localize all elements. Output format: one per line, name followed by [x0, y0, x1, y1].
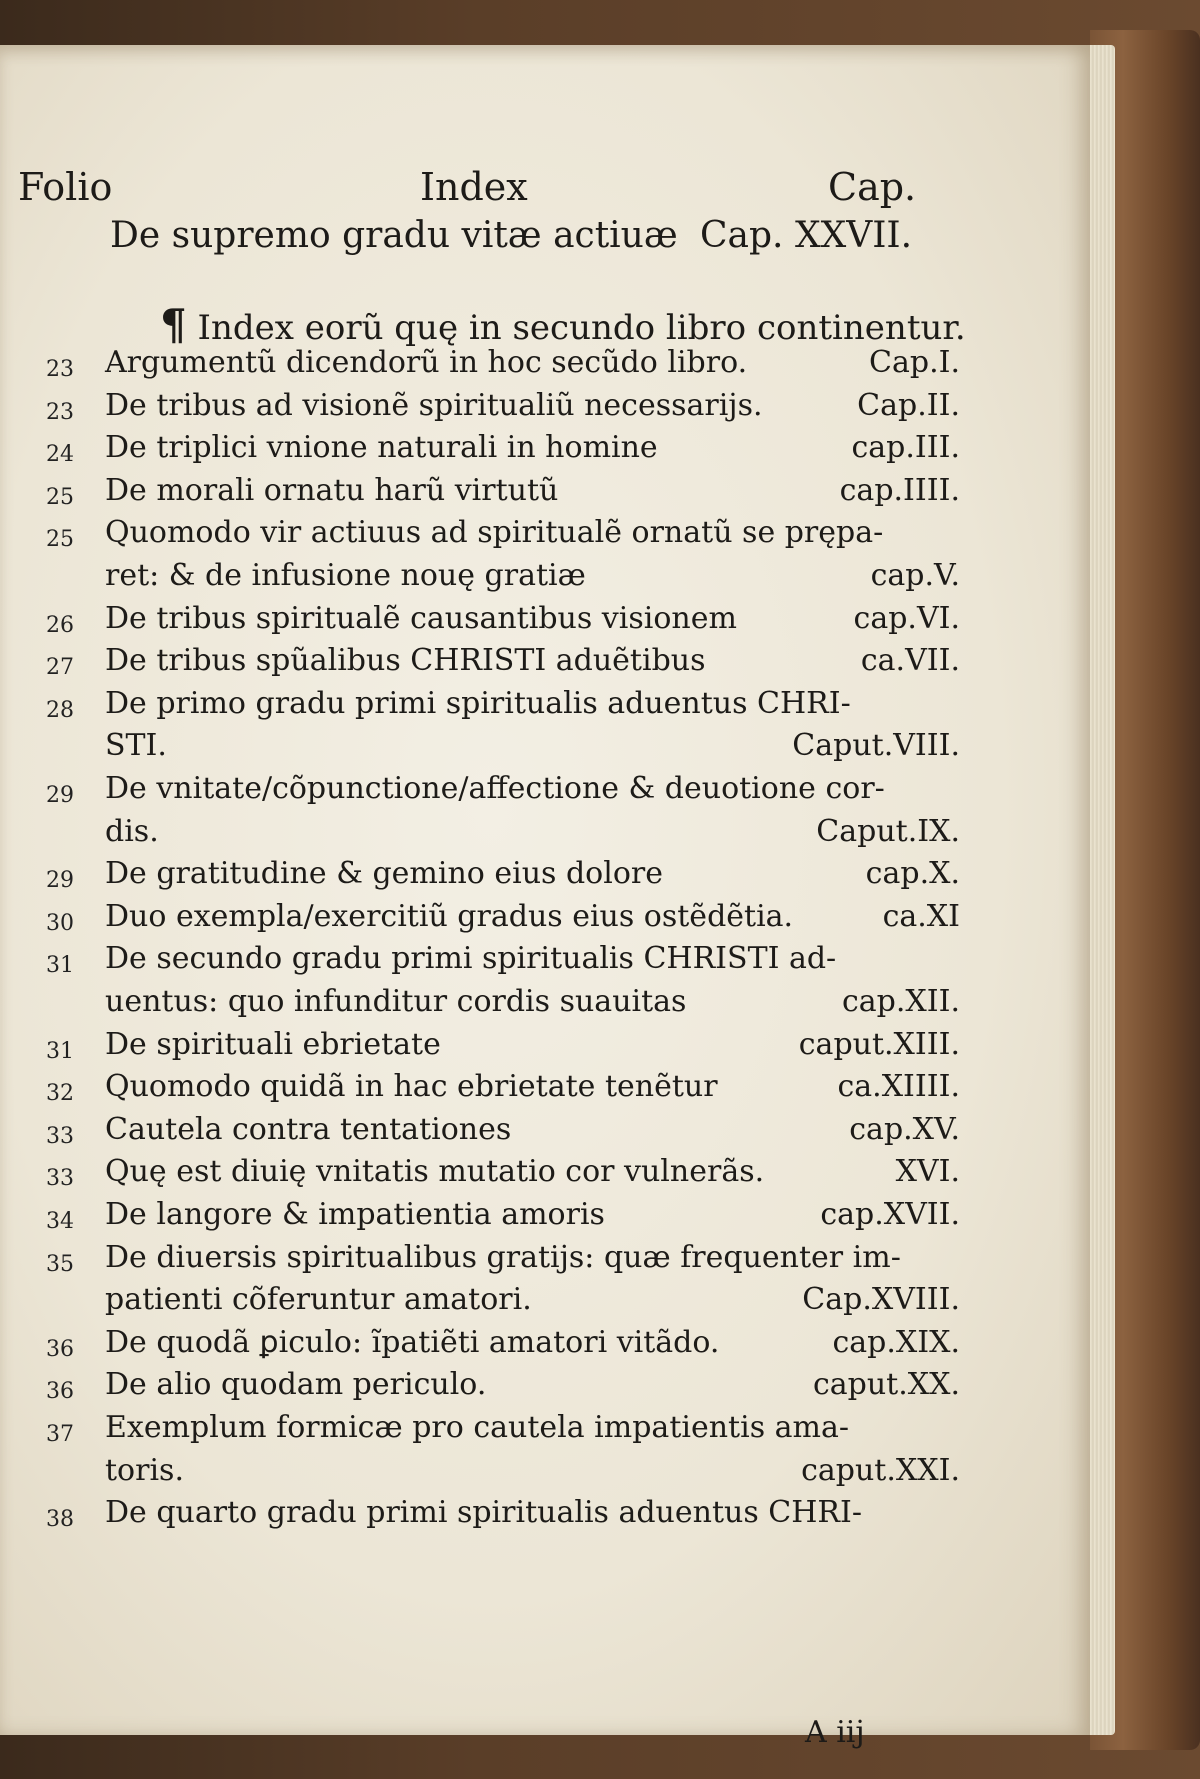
- folio-number: 33: [46, 1123, 74, 1149]
- page: [0, 45, 1090, 1750]
- entry-title: Cautela contra tentationes: [105, 1111, 512, 1147]
- folio-number: 33: [46, 1166, 74, 1192]
- index-entry: [0, 1410, 960, 1452]
- index-entry: [0, 515, 960, 557]
- entry-title: De tribus spũalibus CHRISTI aduẽtibus: [105, 643, 706, 679]
- index-entry: [0, 430, 960, 472]
- entry-chapter: ca.XIIII.: [837, 1069, 960, 1105]
- index-entry: [0, 1154, 960, 1196]
- entry-title: ret: & de infusione nouę gratiæ: [105, 558, 586, 593]
- folio-number: 24: [46, 442, 74, 468]
- header-cap: Cap.: [828, 165, 917, 209]
- folio-number: 25: [46, 484, 74, 510]
- entry-title: STI.: [105, 728, 167, 764]
- entry-title: De triplici vnione naturali in homine: [105, 430, 658, 466]
- entry-chapter: Cap.XVIII.: [802, 1282, 960, 1318]
- entry-title: De primo gradu primi spiritualis aduentus CHRI-: [105, 685, 851, 721]
- header-index: Index: [420, 165, 528, 209]
- signature-mark: A iij: [805, 1715, 865, 1750]
- folio-number: 29: [46, 868, 74, 894]
- index-entry: [0, 558, 960, 600]
- index-entry: [0, 1282, 960, 1324]
- folio-number: 34: [46, 1209, 74, 1234]
- entry-chapter: cap.XII.: [841, 984, 960, 1019]
- index-entry: [0, 601, 960, 643]
- entry-chapter: cap.III.: [851, 430, 960, 466]
- entry-title: De tribus spiritualẽ causantibus visionem: [105, 600, 737, 636]
- entry-chapter: Caput.IX.: [816, 813, 960, 849]
- entry-chapter: ca.VII.: [860, 643, 960, 679]
- index-entry: [0, 643, 960, 685]
- index-heading-text: Index eorũ quę in secundo libro continentur.: [197, 308, 966, 348]
- entry-title: De spirituali ebrietate: [105, 1026, 441, 1062]
- entry-title: Duo exempla/exercitiũ gradus eius ostẽdẽtia.: [105, 898, 794, 934]
- index-entry: [0, 899, 960, 941]
- folio-number: 31: [46, 953, 74, 979]
- index-entry: [0, 856, 960, 898]
- entry-chapter: caput.XIII.: [798, 1026, 960, 1062]
- entry-title: De diuersis spiritualibus gratijs: quæ frequenter im-: [105, 1239, 901, 1275]
- entry-chapter: ca.XI: [882, 898, 960, 934]
- folio-number: 27: [46, 655, 74, 681]
- index-entry: [0, 473, 960, 515]
- index-entry: [0, 1325, 960, 1367]
- entry-chapter: cap.XVII.: [820, 1197, 960, 1232]
- index-entry: [0, 345, 960, 387]
- entry-title: Quomodo quidã in hac ebrietate tenẽtur: [105, 1069, 718, 1105]
- entry-title: Quomodo vir actiuus ad spiritualẽ ornatũ se prępa-: [105, 515, 884, 551]
- folio-number: 28: [46, 697, 74, 723]
- folio-number: 31: [46, 1038, 74, 1064]
- entry-title: dis.: [105, 813, 159, 849]
- subheading-cap: Cap. XXVII.: [700, 215, 913, 256]
- folio-number: 35: [46, 1251, 74, 1277]
- entry-chapter: cap.VI.: [853, 600, 960, 636]
- subheading-title: De supremo gradu vitæ actiuæ: [110, 215, 678, 256]
- entry-title: De quodã ꝑiculo: ĩpatiẽti amatori vitãdo.: [105, 1324, 720, 1360]
- folio-number: 32: [46, 1081, 74, 1107]
- folio-number: 23: [46, 399, 74, 425]
- index-entry: [0, 686, 960, 728]
- index-entry: [0, 1027, 960, 1069]
- index-entry: [0, 1197, 960, 1239]
- entry-title: De secundo gradu primi spiritualis CHRISTI ad-: [105, 941, 837, 977]
- index-entry: [0, 728, 960, 770]
- folio-number: 30: [46, 910, 74, 936]
- index-entry: [0, 941, 960, 983]
- folio-number: 26: [46, 612, 74, 638]
- folio-number: 36: [46, 1379, 74, 1405]
- index-heading: [160, 300, 966, 349]
- pilcrow-mark: ¶: [160, 300, 187, 349]
- entry-title: De gratitudine & gemino eius dolore: [105, 856, 663, 892]
- entry-chapter: caput.XXI.: [801, 1452, 960, 1488]
- entry-title: De morali ornatu harũ virtutũ: [105, 472, 559, 508]
- entry-title: toris.: [105, 1452, 184, 1488]
- entry-chapter: cap.IIII.: [839, 472, 960, 508]
- folio-number: 37: [46, 1422, 74, 1447]
- index-entry: [0, 1112, 960, 1154]
- header-folio: Folio: [18, 165, 113, 209]
- entry-title: De alio quodam periculo.: [105, 1367, 487, 1403]
- entry-chapter: caput.XX.: [812, 1367, 960, 1403]
- folio-number: 29: [46, 783, 74, 808]
- entry-chapter: cap.V.: [870, 558, 960, 593]
- folio-number: 23: [46, 357, 74, 382]
- entry-chapter: cap.XIX.: [832, 1324, 960, 1360]
- index-entry: [0, 1495, 960, 1537]
- entry-title: Exemplum formicæ pro cautela impatientis ama-: [105, 1410, 849, 1445]
- index-entry: [0, 984, 960, 1026]
- index-entry: [0, 1453, 960, 1495]
- entry-title: Quę est diuię vnitatis mutatio cor vulnerãs.: [105, 1154, 765, 1190]
- entry-title: uentus: quo infunditur cordis suauitas: [105, 984, 687, 1019]
- entry-chapter: Cap.II.: [857, 387, 960, 423]
- entry-title: De quarto gradu primi spiritualis aduentus CHRI-: [105, 1495, 862, 1531]
- index-entry: [0, 388, 960, 430]
- entry-title: Argumentũ dicendorũ in hoc secũdo libro.: [105, 345, 748, 380]
- index-entry: [0, 1069, 960, 1111]
- entry-title: patienti cõferuntur amatori.: [105, 1282, 532, 1318]
- entry-chapter: cap.XV.: [849, 1111, 960, 1147]
- index-entry: [0, 1240, 960, 1282]
- folio-number: 25: [46, 527, 74, 553]
- index-entry: [0, 1367, 960, 1409]
- index-entry: [0, 771, 960, 813]
- entry-chapter: XVI.: [895, 1154, 960, 1190]
- folio-number: 38: [46, 1507, 74, 1533]
- entry-title: De vnitate/cõpunctione/affectione & deuotione cor-: [105, 771, 885, 806]
- entry-title: De tribus ad visionẽ spiritualiũ necessarijs.: [105, 387, 763, 423]
- entry-chapter: Caput.VIII.: [792, 728, 960, 764]
- entry-chapter: cap.X.: [865, 856, 960, 892]
- entry-title: De langore & impatientia amoris: [105, 1197, 605, 1232]
- index-entry: [0, 814, 960, 856]
- folio-number: 36: [46, 1336, 74, 1362]
- entry-chapter: Cap.I.: [869, 345, 960, 380]
